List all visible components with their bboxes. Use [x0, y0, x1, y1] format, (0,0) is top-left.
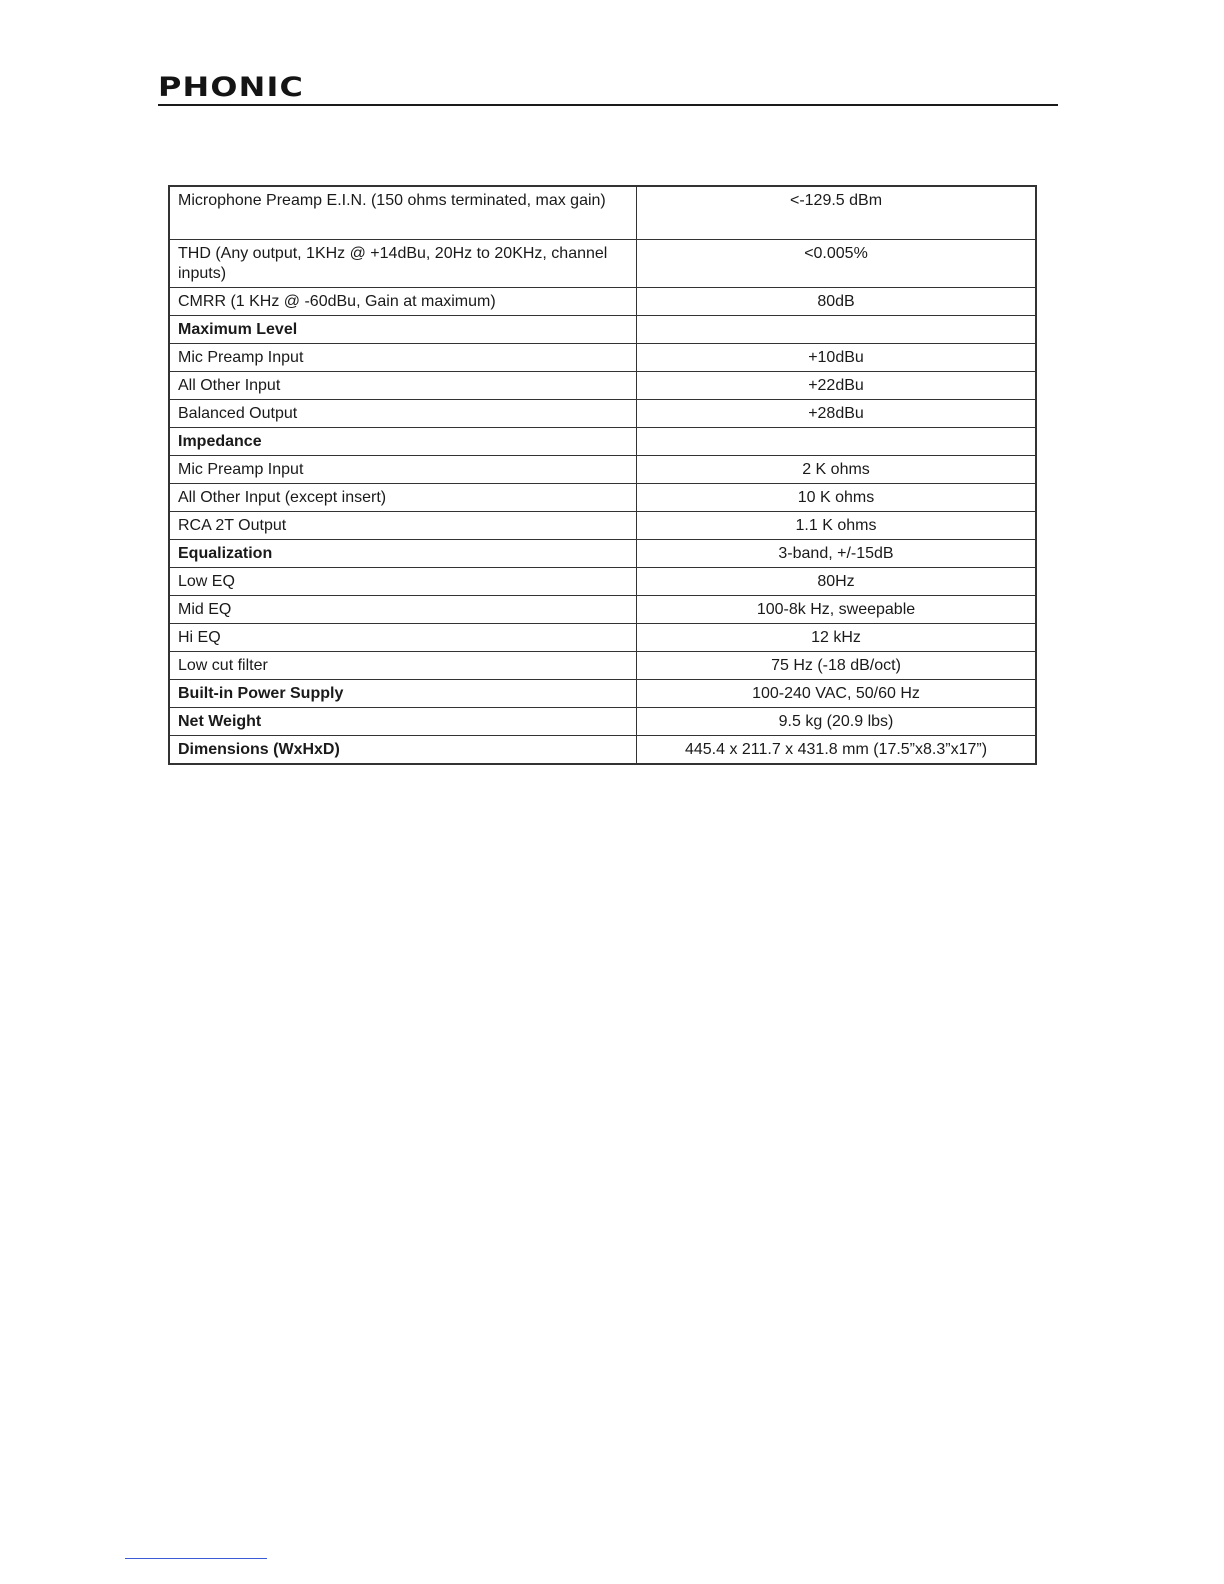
section-label: Net Weight: [169, 708, 637, 736]
spec-label: Hi EQ: [169, 624, 637, 652]
table-row: [169, 344, 1036, 372]
section-header-row: [169, 736, 1036, 765]
section-header-row: [169, 428, 1036, 456]
spec-value: +28dBu: [637, 400, 1037, 428]
section-header-row: [169, 708, 1036, 736]
spec-value: 445.4 x 211.7 x 431.8 mm (17.5”x8.3”x17”): [637, 736, 1037, 765]
specifications-table: [168, 185, 1037, 765]
table-row: [169, 484, 1036, 512]
spec-value: [637, 428, 1037, 456]
spec-label: Mic Preamp Input: [169, 344, 637, 372]
spec-value: 80dB: [637, 288, 1037, 316]
section-label: Built-in Power Supply: [169, 680, 637, 708]
spec-label: RCA 2T Output: [169, 512, 637, 540]
table-row: [169, 652, 1036, 680]
spec-label: Low cut filter: [169, 652, 637, 680]
spec-value: 10 K ohms: [637, 484, 1037, 512]
section-label: Maximum Level: [169, 316, 637, 344]
spec-label: Mid EQ: [169, 596, 637, 624]
spec-label: Microphone Preamp E.I.N. (150 ohms terminated, max gain): [169, 186, 637, 240]
spec-label: CMRR (1 KHz @ -60dBu, Gain at maximum): [169, 288, 637, 316]
spec-label: Balanced Output: [169, 400, 637, 428]
spec-value: <0.005%: [637, 240, 1037, 288]
section-label: Dimensions (WxHxD): [169, 736, 637, 765]
spec-value: 100-8k Hz, sweepable: [637, 596, 1037, 624]
section-label: Equalization: [169, 540, 637, 568]
table-row: [169, 596, 1036, 624]
table-row: [169, 288, 1036, 316]
section-header-row: [169, 540, 1036, 568]
section-header-row: [169, 680, 1036, 708]
footer-rule: [125, 1558, 267, 1559]
spec-label: Low EQ: [169, 568, 637, 596]
spec-value: 80Hz: [637, 568, 1037, 596]
section-label: Impedance: [169, 428, 637, 456]
table-row: [169, 624, 1036, 652]
spec-label: All Other Input: [169, 372, 637, 400]
spec-value: 2 K ohms: [637, 456, 1037, 484]
table-row: [169, 568, 1036, 596]
table-row: [169, 400, 1036, 428]
spec-value: 100-240 VAC, 50/60 Hz: [637, 680, 1037, 708]
spec-value: 3-band, +/-15dB: [637, 540, 1037, 568]
section-header-row: [169, 316, 1036, 344]
spec-value: [637, 316, 1037, 344]
phonic-logo: PHONIC: [158, 72, 305, 103]
spec-value: +22dBu: [637, 372, 1037, 400]
table-row: [169, 186, 1036, 240]
table-row: [169, 240, 1036, 288]
spec-value: +10dBu: [637, 344, 1037, 372]
spec-value: <-129.5 dBm: [637, 186, 1037, 240]
spec-value: 1.1 K ohms: [637, 512, 1037, 540]
spec-label: Mic Preamp Input: [169, 456, 637, 484]
spec-value: 75 Hz (-18 dB/oct): [637, 652, 1037, 680]
spec-label: All Other Input (except insert): [169, 484, 637, 512]
page-header: [158, 74, 1058, 106]
spec-label: THD (Any output, 1KHz @ +14dBu, 20Hz to 20KHz, channel inputs): [169, 240, 637, 288]
spec-value: 9.5 kg (20.9 lbs): [637, 708, 1037, 736]
spec-value: 12 kHz: [637, 624, 1037, 652]
table-row: [169, 456, 1036, 484]
table-row: [169, 512, 1036, 540]
table-row: [169, 372, 1036, 400]
